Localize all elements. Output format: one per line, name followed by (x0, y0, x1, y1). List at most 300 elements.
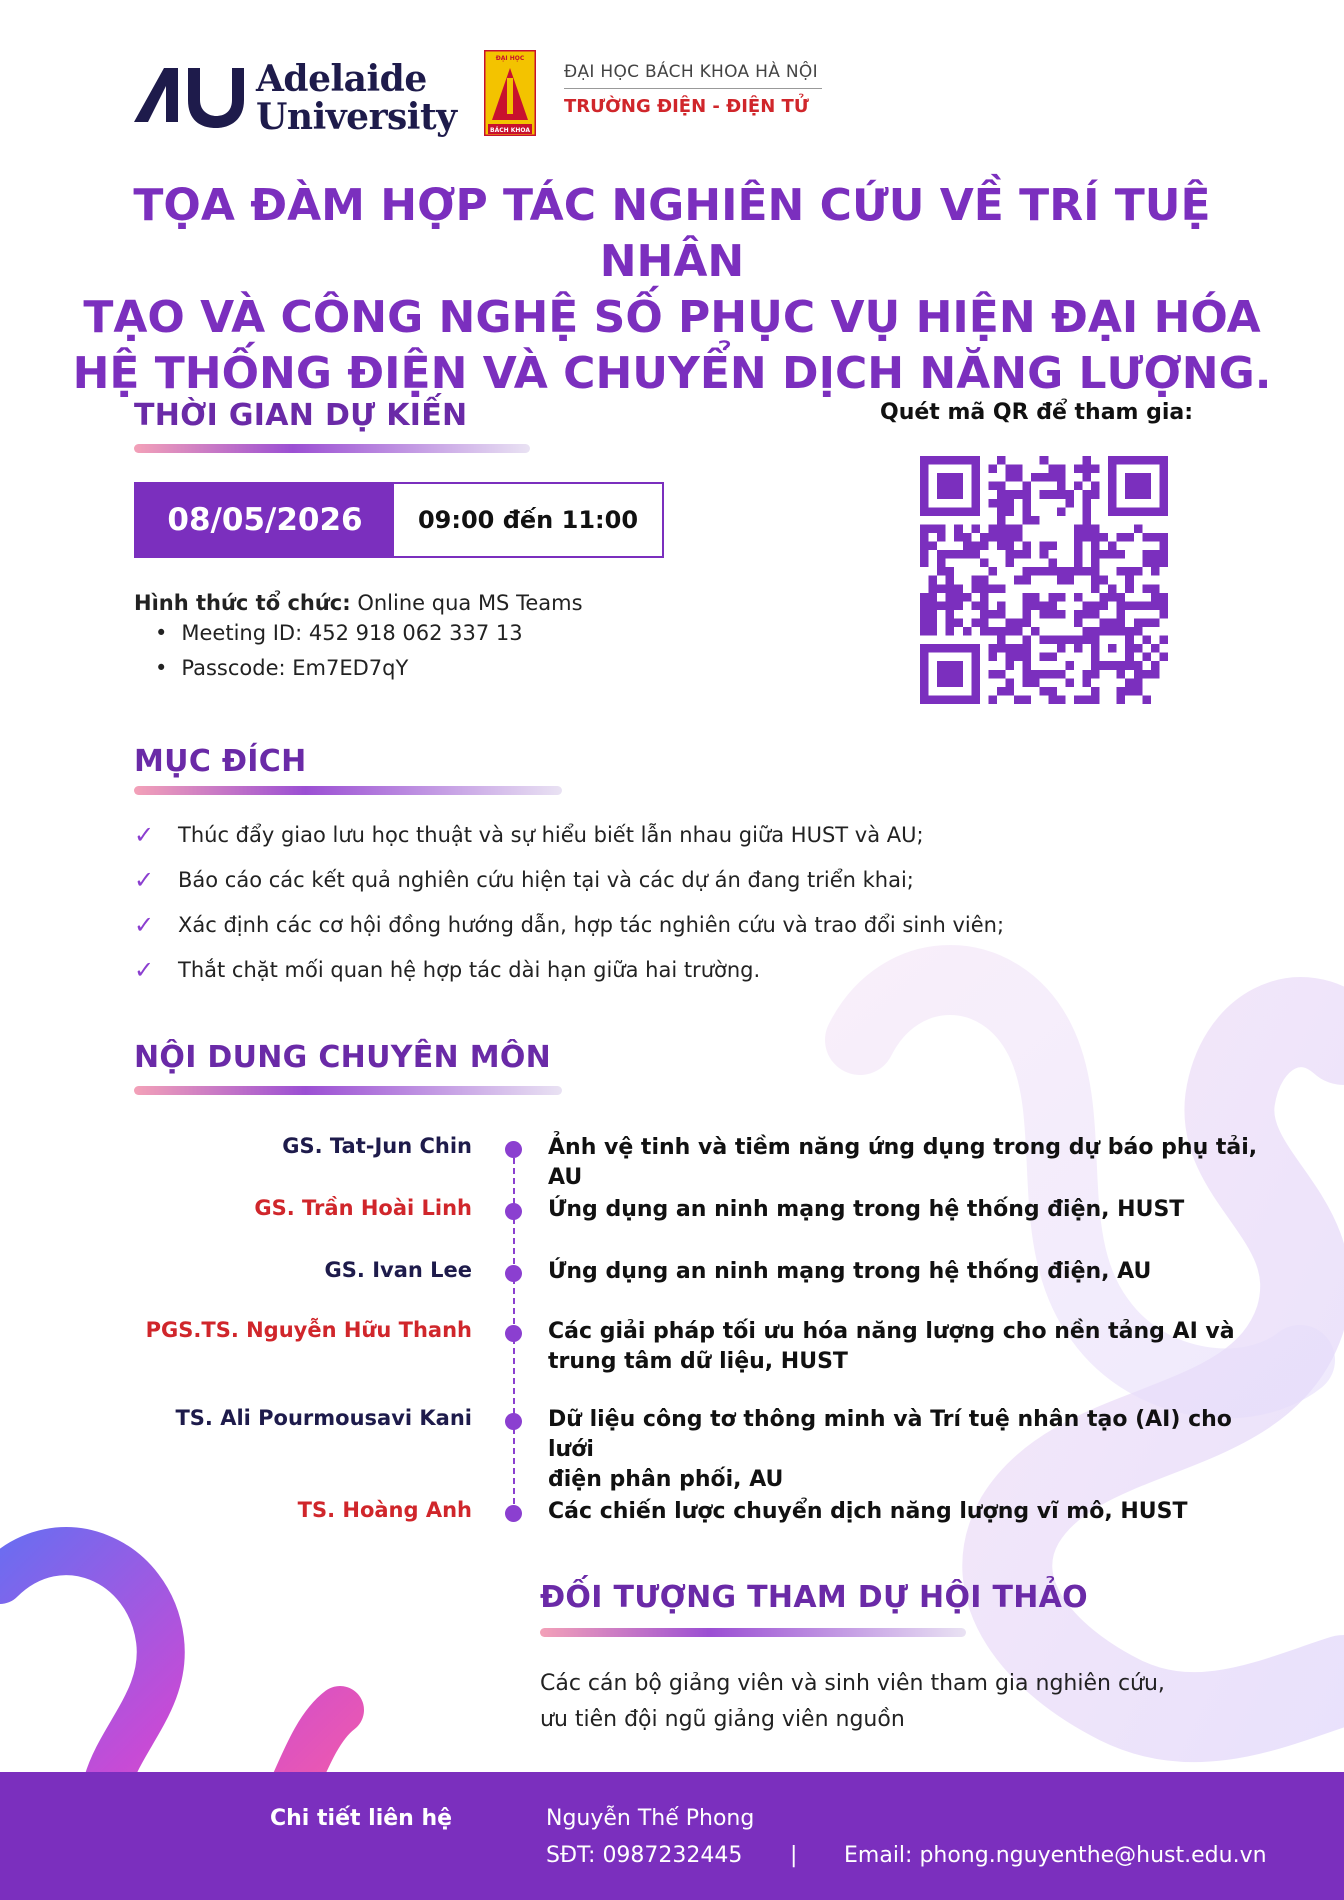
qr-module (1057, 482, 1066, 491)
qr-module (1040, 670, 1049, 679)
qr-module (1142, 653, 1151, 662)
qr-module (1057, 465, 1066, 474)
qr-module (997, 627, 1006, 636)
qr-module (920, 627, 929, 636)
qr-module (1006, 627, 1015, 636)
qr-module (1142, 550, 1151, 559)
qr-module (1023, 499, 1032, 508)
qr-module (997, 490, 1006, 499)
qr-module (1040, 653, 1049, 662)
qr-module (1091, 533, 1100, 542)
qr-module (980, 576, 989, 585)
qr-module (946, 610, 955, 619)
qr-module (1023, 670, 1032, 679)
talk-speaker: GS. Tat-Jun Chin (282, 1134, 472, 1158)
qr-module (920, 618, 929, 627)
qr-module (1023, 601, 1032, 610)
schedule-heading: THỜI GIAN DỰ KIẾN (134, 398, 468, 433)
qr-module (1159, 533, 1168, 542)
talk-topic (548, 1257, 1268, 1287)
talk-topic-line2: điện phân phối, AU (548, 1467, 784, 1492)
qr-module (988, 465, 997, 474)
qr-module (1151, 670, 1160, 679)
qr-module (937, 584, 946, 593)
qr-module (1151, 584, 1160, 593)
qr-module (1082, 473, 1091, 482)
qr-module (1040, 490, 1049, 499)
qr-module (920, 610, 929, 619)
qr-module (1151, 567, 1160, 576)
qr-module (1031, 516, 1040, 525)
qr-module (937, 661, 963, 687)
qr-module (988, 670, 997, 679)
purpose-text: Xác định các cơ hội đồng hướng dẫn, hợp tác nghiên cứu và trao đổi sinh viên; (178, 912, 1005, 937)
qr-module (997, 542, 1006, 551)
qr-module (1031, 670, 1040, 679)
qr-module (980, 584, 989, 593)
qr-module (997, 499, 1006, 508)
qr-module (1134, 524, 1143, 533)
qr-module (1057, 576, 1066, 585)
qr-module (1031, 601, 1040, 610)
talk-speaker: TS. Hoàng Anh (297, 1498, 472, 1522)
qr-module (929, 524, 938, 533)
qr-module (946, 576, 955, 585)
qr-module (1057, 507, 1066, 516)
qr-module (1100, 618, 1109, 627)
timeline-dot (505, 1265, 522, 1282)
event-title (60, 178, 1284, 402)
qr-module (1057, 670, 1066, 679)
qr-module (1091, 601, 1100, 610)
qr-module (1091, 576, 1100, 585)
adelaide-logo-icon (134, 60, 244, 130)
qr-module (1082, 490, 1091, 499)
qr-module (1048, 670, 1057, 679)
check-icon: ✓ (134, 910, 155, 939)
qr-module (1091, 550, 1100, 559)
qr-module (980, 610, 989, 619)
qr-module (1006, 678, 1015, 687)
talk-topic-line1: Ảnh vệ tinh và tiềm năng ứng dụng trong dự báo phụ tải, AU (548, 1135, 1258, 1190)
qr-module (1023, 507, 1032, 516)
qr-module (1108, 584, 1117, 593)
qr-module (920, 524, 929, 533)
format-label: Hình thức tổ chức: (134, 591, 351, 615)
qr-module (971, 576, 980, 585)
qr-module (1082, 670, 1091, 679)
qr-module (1006, 507, 1015, 516)
qr-module (1125, 533, 1134, 542)
qr-module (980, 618, 989, 627)
purpose-text: Thúc đẩy giao lưu học thuật và sự hiểu biết lẫn nhau giữa HUST và AU; (178, 822, 924, 847)
contact-phone[interactable]: SĐT: 0987232445 (546, 1843, 743, 1868)
qr-module (1142, 636, 1151, 645)
qr-module (946, 593, 955, 602)
talk-topic-line1: Ứng dụng an ninh mạng trong hệ thống điện, HUST (548, 1197, 1185, 1222)
qr-module (1091, 687, 1100, 696)
qr-module (1091, 695, 1100, 704)
qr-module (1108, 550, 1117, 559)
qr-module (1065, 576, 1074, 585)
contact-email[interactable]: Email: phong.nguyenthe@hust.edu.vn (844, 1843, 1267, 1868)
purpose-heading: MỤC ĐÍCH (134, 744, 307, 779)
qr-module (1117, 567, 1126, 576)
title-line-1: TỌA ĐÀM HỢP TÁC NGHIÊN CỨU VỀ TRÍ TUỆ NHÂN (133, 180, 1211, 287)
adelaide-line1: Adelaide (256, 58, 427, 100)
qr-module (1048, 610, 1057, 619)
qr-caption: Quét mã QR để tham gia: (880, 400, 1194, 425)
qr-module (1134, 687, 1143, 696)
qr-module (1082, 507, 1091, 516)
meeting-id: • Meeting ID: 452 918 062 337 13 (155, 616, 523, 651)
talk-topic (548, 1317, 1268, 1377)
qr-module (1134, 567, 1143, 576)
qr-module (1091, 567, 1100, 576)
title-line-3: HỆ THỐNG ĐIỆN VÀ CHUYỂN DỊCH NĂNG LƯỢNG. (72, 348, 1272, 399)
qr-module (997, 644, 1006, 653)
qr-module (1006, 499, 1015, 508)
qr-module (1040, 542, 1049, 551)
qr-module (1006, 687, 1015, 696)
qr-module (1048, 559, 1057, 568)
qr-module (988, 695, 997, 704)
qr-module (1006, 490, 1015, 499)
qr-module (971, 584, 980, 593)
qr-module (1048, 601, 1057, 610)
qr-module (1014, 533, 1023, 542)
qr-module (1006, 653, 1015, 662)
qr-module (954, 550, 963, 559)
purpose-text: Báo cáo các kết quả nghiên cứu hiện tại và các dự án đang triển khai; (178, 867, 914, 892)
qr-module (1082, 636, 1091, 645)
qr-module (1006, 473, 1015, 482)
qr-module (1151, 618, 1160, 627)
qr-module (1006, 661, 1015, 670)
qr-module (1091, 490, 1100, 499)
qr-module (1142, 559, 1151, 568)
qr-module (1023, 636, 1032, 645)
qr-module (1117, 533, 1126, 542)
qr-module (1091, 524, 1100, 533)
qr-module (1006, 465, 1015, 474)
qr-module (1023, 593, 1032, 602)
qr-module (1100, 533, 1109, 542)
qr-module (946, 550, 955, 559)
timeline-dot (505, 1203, 522, 1220)
qr-module (1117, 695, 1126, 704)
qr-module (1091, 610, 1100, 619)
check-icon: ✓ (134, 865, 155, 894)
qr-module (997, 482, 1006, 491)
purpose-item (134, 812, 1004, 857)
qr-module (971, 542, 980, 551)
qr-module (1074, 610, 1083, 619)
audience-heading-bar (540, 1628, 966, 1637)
qr-module (1048, 695, 1057, 704)
qr-module (1159, 653, 1168, 662)
talk-topic-line1: Các giải pháp tối ưu hóa năng lượng cho nền tảng AI và (548, 1319, 1235, 1344)
qr-module (929, 601, 938, 610)
talk-topic (548, 1497, 1268, 1527)
qr-module (1006, 618, 1015, 627)
qr-module (988, 610, 997, 619)
meeting-details (155, 616, 523, 686)
qr-module (1074, 550, 1083, 559)
hust-university-name: ĐẠI HỌC BÁCH KHOA HÀ NỘI (564, 62, 818, 82)
qr-module (1065, 636, 1074, 645)
purpose-text: Thắt chặt mối quan hệ hợp tác dài hạn giữa hai trường. (178, 957, 761, 982)
qr-module (1048, 593, 1057, 602)
qr-module (937, 473, 963, 499)
qr-module (971, 601, 980, 610)
qr-module (997, 670, 1006, 679)
hust-logo-top-text: ĐẠI HỌC (495, 55, 525, 62)
qr-module (954, 618, 963, 627)
qr-module (1125, 567, 1134, 576)
qr-module (1082, 499, 1091, 508)
hust-logo-icon (484, 50, 536, 136)
qr-module (1074, 695, 1083, 704)
audience-line1: Các cán bộ giảng viên và sinh viên tham gia nghiên cứu, (540, 1671, 1165, 1696)
qr-module (1014, 490, 1023, 499)
qr-module (954, 584, 963, 593)
qr-module (1006, 550, 1015, 559)
audience-line2: ưu tiên đội ngũ giảng viên nguồn (540, 1707, 905, 1732)
qr-module (1159, 550, 1168, 559)
qr-module (1014, 465, 1023, 474)
qr-module (1117, 610, 1126, 619)
qr-module (929, 618, 938, 627)
qr-module (1048, 567, 1057, 576)
qr-module (1091, 542, 1100, 551)
qr-module (1142, 533, 1151, 542)
talk-speaker: TS. Ali Pourmousavi Kani (175, 1406, 472, 1430)
qr-module (1082, 695, 1091, 704)
qr-module (1082, 516, 1091, 525)
qr-module (1040, 610, 1049, 619)
talk-topic-line2: trung tâm dữ liệu, HUST (548, 1349, 848, 1374)
qr-module (1023, 490, 1032, 499)
qr-module (963, 627, 972, 636)
qr-module (1091, 465, 1100, 474)
qr-module (1006, 533, 1015, 542)
qr-module (997, 687, 1006, 696)
qr-module (929, 593, 938, 602)
qr-module (1125, 584, 1134, 593)
content-heading: NỘI DUNG CHUYÊN MÔN (134, 1040, 552, 1075)
qr-module (1125, 687, 1134, 696)
qr-module (988, 533, 997, 542)
qr-module (1023, 653, 1032, 662)
qr-module (1091, 670, 1100, 679)
qr-module (1074, 533, 1083, 542)
qr-module (1082, 567, 1091, 576)
qr-module (929, 610, 938, 619)
qr-module (988, 584, 997, 593)
qr-module (1117, 618, 1126, 627)
qr-module (1108, 593, 1117, 602)
qr-module (946, 601, 955, 610)
qr-module (1125, 601, 1134, 610)
qr-module (1134, 601, 1143, 610)
qr-module (1074, 593, 1083, 602)
qr-module (1006, 559, 1015, 568)
audience-text (540, 1666, 1260, 1738)
qr-module (1100, 576, 1109, 585)
event-time: 09:00 đến 11:00 (417, 506, 639, 534)
qr-module (1125, 473, 1151, 499)
content-heading-bar (134, 1086, 562, 1095)
qr-module (980, 559, 989, 568)
qr-module (954, 533, 963, 542)
qr-module (946, 627, 955, 636)
qr-module (1091, 482, 1100, 491)
qr-module (1014, 644, 1023, 653)
qr-module (1040, 567, 1049, 576)
qr-module (963, 542, 972, 551)
adelaide-wordmark (256, 60, 457, 136)
qr-module (963, 593, 972, 602)
qr-module (929, 576, 938, 585)
qr-module (1014, 653, 1023, 662)
qr-module (1159, 542, 1168, 551)
qr-module (1082, 610, 1091, 619)
qr-module (1125, 576, 1134, 585)
qr-module (1074, 567, 1083, 576)
qr-module (1040, 601, 1049, 610)
qr-module (1091, 584, 1100, 593)
qr-module (1048, 490, 1057, 499)
qr-module (1031, 567, 1040, 576)
qr-module (1082, 601, 1091, 610)
qr-module (1151, 559, 1160, 568)
qr-module (1074, 524, 1083, 533)
qr-module (1082, 456, 1091, 465)
talk-topic (548, 1195, 1268, 1225)
qr-module (1074, 618, 1083, 627)
qr-module (1151, 533, 1160, 542)
schedule-heading-bar (134, 444, 530, 453)
qr-module (954, 524, 963, 533)
qr-module (997, 516, 1006, 525)
qr-module (1014, 695, 1023, 704)
qr-module (971, 550, 980, 559)
qr-module (1117, 601, 1126, 610)
contact-name: Nguyễn Thế Phong (546, 1806, 755, 1831)
qr-module (1006, 542, 1015, 551)
qr-module (1040, 456, 1049, 465)
qr-module (1074, 482, 1083, 491)
check-icon: ✓ (134, 955, 155, 984)
qr-module (997, 601, 1006, 610)
qr-module (1134, 678, 1143, 687)
qr-module (1057, 473, 1066, 482)
qr-module (1040, 550, 1049, 559)
qr-module (980, 542, 989, 551)
qr-module (1151, 601, 1160, 610)
qr-module (954, 593, 963, 602)
qr-module (963, 533, 972, 542)
qr-module (1142, 601, 1151, 610)
qr-module (1151, 644, 1160, 653)
qr-module (1074, 559, 1083, 568)
qr-module (946, 584, 955, 593)
talk-speaker: GS. Trần Hoài Linh (254, 1196, 472, 1220)
qr-module (1082, 524, 1091, 533)
qr-module (997, 584, 1006, 593)
qr-module (1134, 627, 1143, 636)
qr-module (963, 550, 972, 559)
qr-module (1014, 524, 1023, 533)
qr-module (1014, 618, 1023, 627)
qr-module (937, 524, 946, 533)
qr-module (980, 601, 989, 610)
qr-module (988, 567, 997, 576)
qr-module (1023, 482, 1032, 491)
qr-module (1100, 550, 1109, 559)
qr-module (1091, 559, 1100, 568)
qr-module (1074, 465, 1083, 474)
qr-module (1048, 465, 1057, 474)
qr-module (997, 524, 1006, 533)
qr-module (1048, 473, 1057, 482)
qr-module (1159, 601, 1168, 610)
qr-module (1040, 636, 1049, 645)
qr-module (997, 636, 1006, 645)
talk-speaker: PGS.TS. Nguyễn Hữu Thanh (145, 1318, 472, 1342)
qr-module (1065, 661, 1074, 670)
qr-module (1117, 687, 1126, 696)
qr-module (1125, 678, 1134, 687)
qr-module (980, 533, 989, 542)
qr-module (1159, 610, 1168, 619)
qr-module (1074, 542, 1083, 551)
qr-module (971, 524, 980, 533)
qr-module (1023, 618, 1032, 627)
qr-module (1142, 695, 1151, 704)
talk-speaker: GS. Ivan Lee (324, 1258, 472, 1282)
qr-module (1142, 670, 1151, 679)
qr-module (1031, 678, 1040, 687)
qr-module (1065, 490, 1074, 499)
qr-module (1151, 593, 1160, 602)
qr-code[interactable] (920, 456, 1168, 704)
contact-label: Chi tiết liên hệ (270, 1806, 453, 1831)
qr-module (920, 550, 929, 559)
talk-topic (548, 1405, 1268, 1495)
qr-module (997, 610, 1006, 619)
footer-bar (0, 1772, 1344, 1900)
qr-module (1023, 542, 1032, 551)
qr-module (1082, 465, 1091, 474)
audience-heading: ĐỐI TƯỢNG THAM DỰ HỘI THẢO (540, 1580, 1088, 1615)
qr-module (929, 542, 938, 551)
meeting-passcode: • Passcode: Em7ED7qY (155, 651, 523, 686)
qr-module (1082, 533, 1091, 542)
qr-module (929, 627, 938, 636)
purpose-item (134, 947, 1004, 992)
event-date: 08/05/2026 (136, 484, 394, 556)
qr-module (1108, 542, 1117, 551)
qr-module (1006, 644, 1015, 653)
qr-module (946, 618, 955, 627)
qr-module (1100, 601, 1109, 610)
qr-module (1057, 644, 1066, 653)
adelaide-line2: University (256, 96, 457, 138)
qr-module (1023, 576, 1032, 585)
qr-module (920, 542, 929, 551)
